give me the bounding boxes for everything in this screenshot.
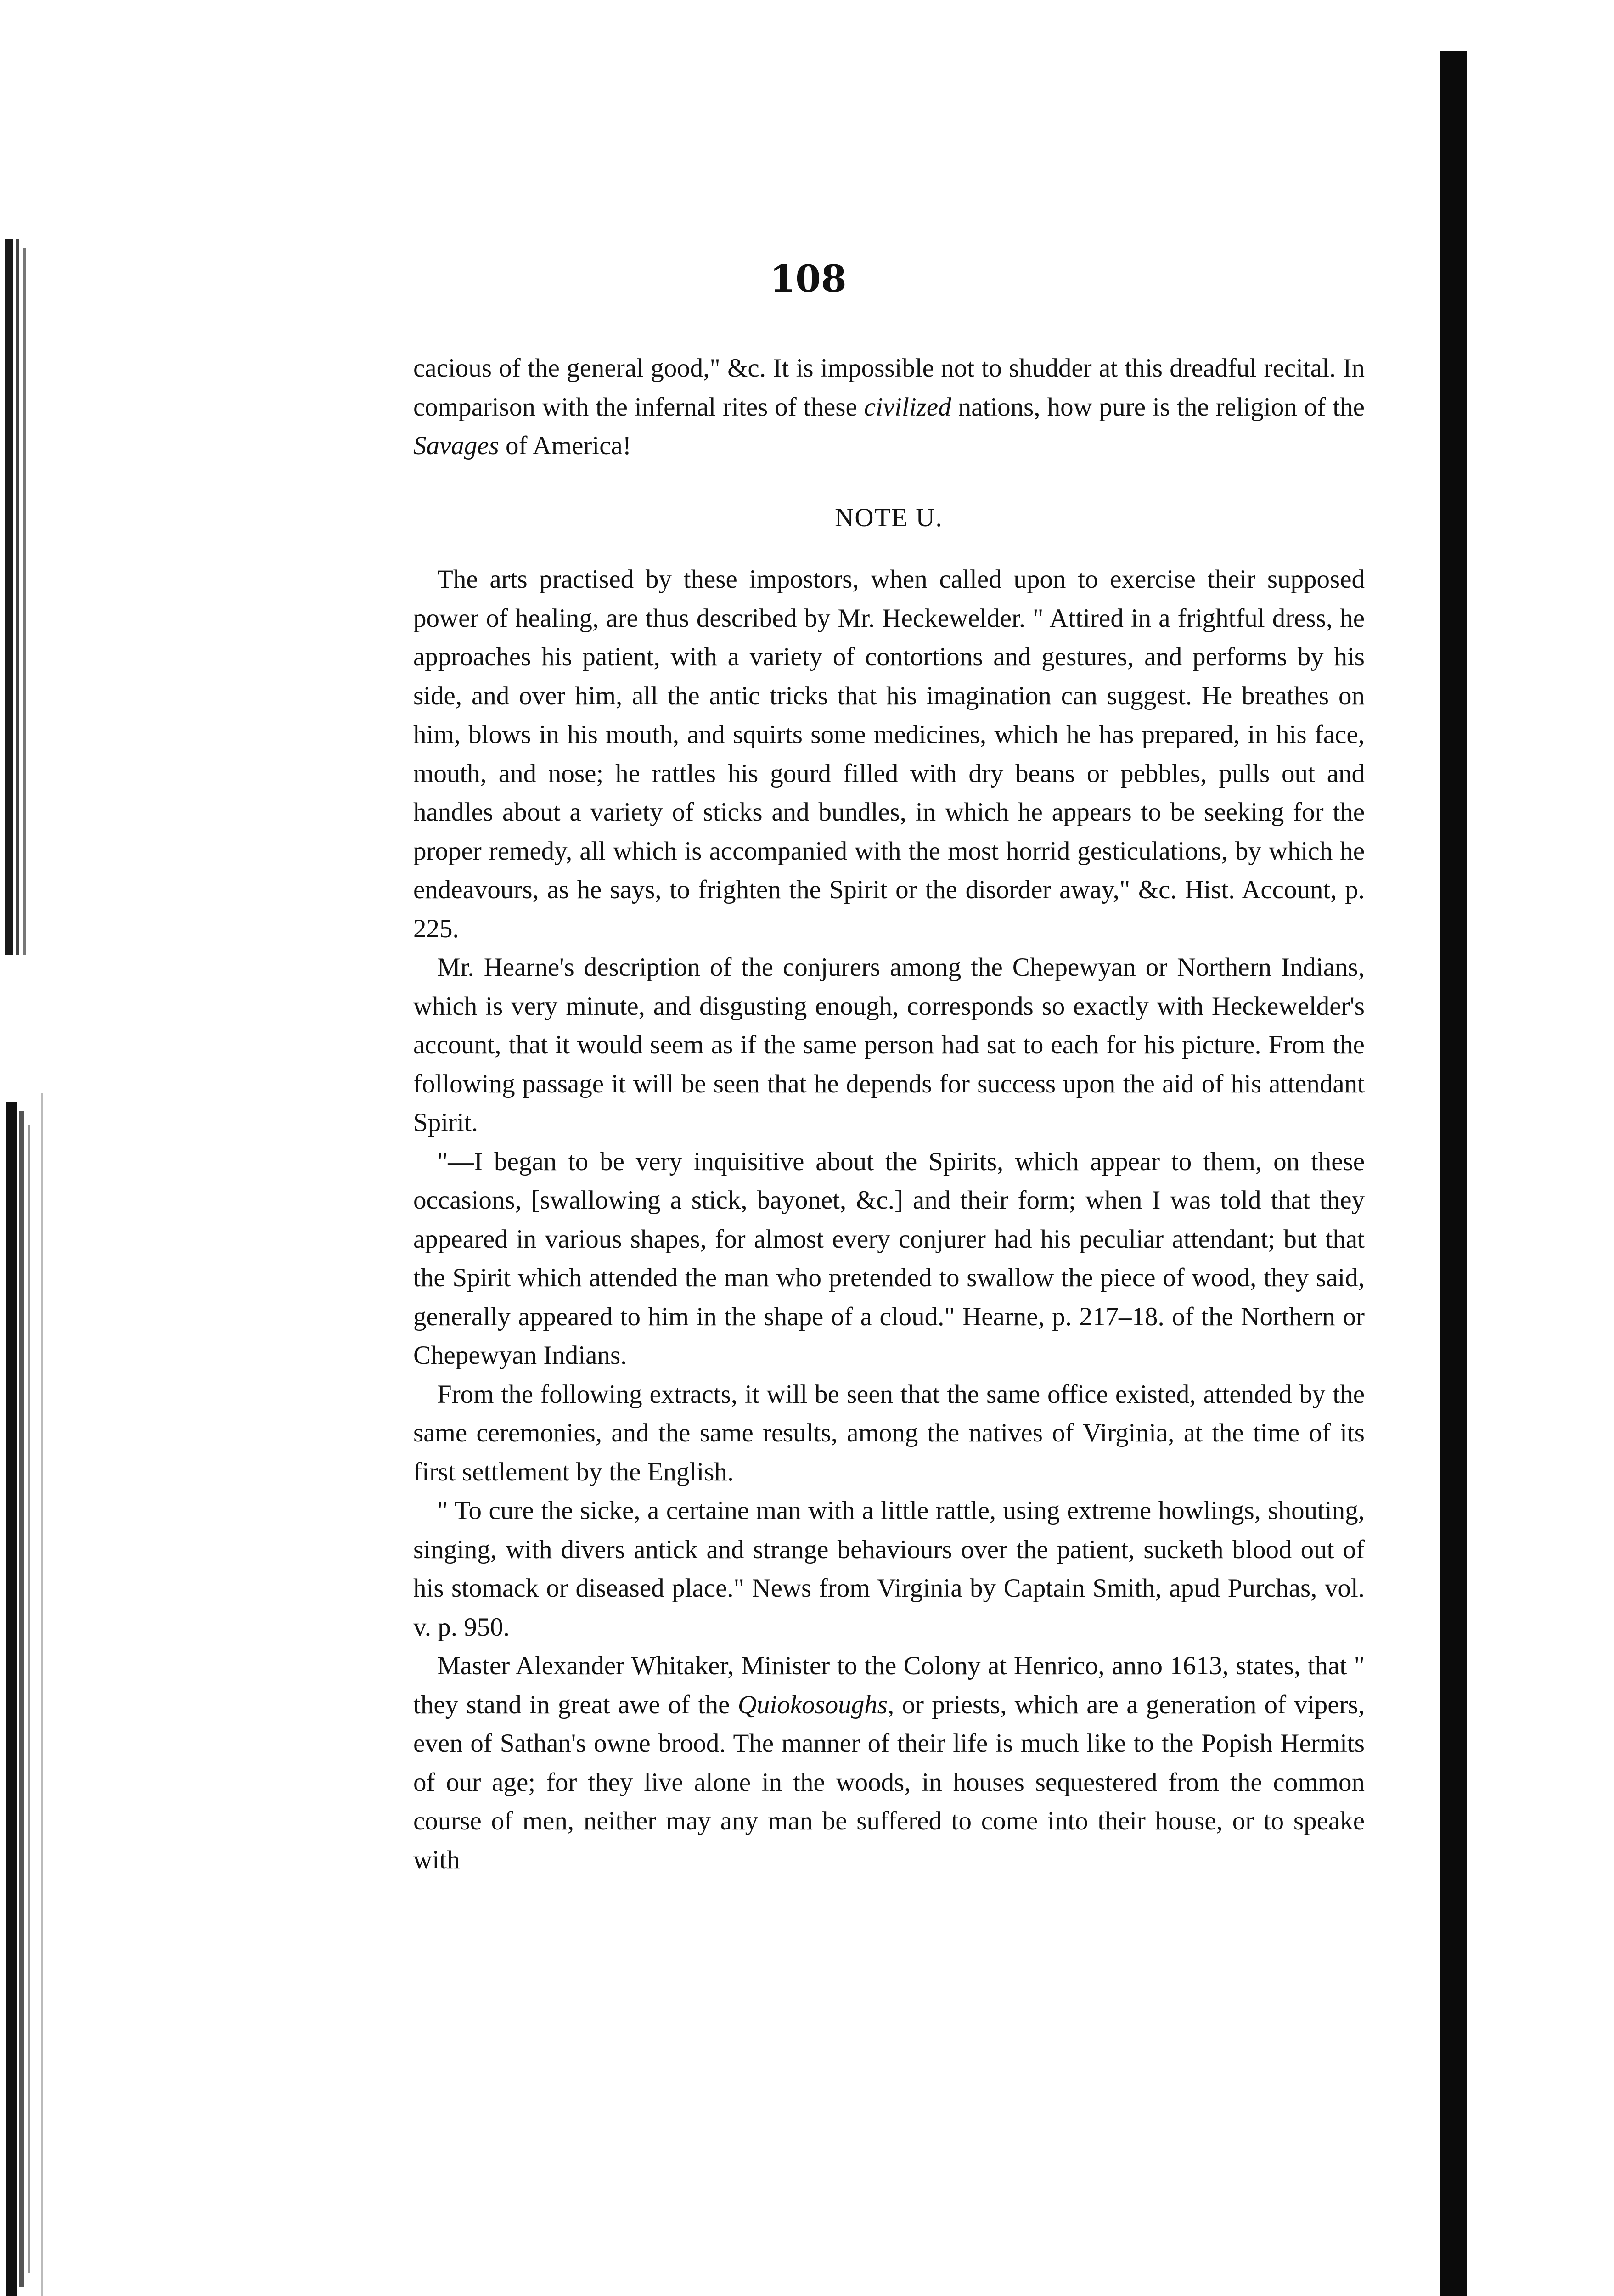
note-heading: NOTE U. <box>835 503 943 532</box>
scan-spine-shadow-left <box>0 0 64 2296</box>
line-1: cacious of the general good," &c. It is impossible not to shudder at this <box>413 354 1163 383</box>
line-3-end: of America! <box>499 431 631 460</box>
whitaker-text-a: Master Alexander Whitaker, Minister to the Colony at Henrico, anno 1613, states, that " they stand in great awe of the <box>413 1651 1365 1719</box>
paragraph-virginia: From the following extracts, it will be seen that the same office existed, attended by the same ceremonies, and the same results, among the natives of Virginia, at the time of its first settlement by the English. <box>413 1379 1365 1486</box>
paragraph-spirits-quote: "—I began to be very inquisitive about the Spirits, which appear to them, on these occasions, [swallowing a stick, bayonet, &c.] and their form; when I was told that they appeared in various shapes, for almost every conjurer had his peculiar attendant; but that the Spirit which attended the man who pretended to swallow the piece of wood, they said, generally appeared to him in the shape of a cloud." Hearne, p. 217–18. of the Northern or Chepewyan Indians. <box>413 1147 1365 1370</box>
italic-civilized: civilized <box>864 392 951 422</box>
whitaker-text-c: , or priests, which are a generation of vipers, even of Sathan's owne brood. The manner of their life is much like to the Popish Hermits of our age; for they live alone in the woods, in houses sequestered from the common course of men, neither may any man be suffered to come into their house, or to speake with <box>413 1690 1365 1874</box>
line-2: dreadful recital. In comparison with the infernal rites of these <box>413 354 1365 422</box>
page-number: 108 <box>770 257 847 300</box>
paragraph-whitaker <box>413 1647 1365 1880</box>
paragraph-heckewelder: The arts practised by these impostors, when called upon to exercise their supposed power of healing, are thus described by Mr. Heckewelder. " Attired in a frightful dress, he approaches his patient, with a variety of contortions and gestures, and performs by his side, and over him, all the antic tricks that his imagination can suggest. He breathes on him, blows in his mouth, and squirts some medicines, which he has prepared, in his face, mouth, and nose; he rattles his gourd filled with dry beans or pebbles, pulls out and handles about a variety of sticks and bundles, in which he appears to be seeking for the proper remedy, all which is accompanied with the most horrid gesticulations, by which he endeavours, as he says, to frighten the Spirit or the disorder away," &c. Hist. Account, p. 225. <box>413 565 1365 943</box>
italic-quiokosoughs: Quiokosoughs <box>737 1690 888 1719</box>
paragraph-continued <box>413 349 1365 466</box>
italic-savages: Savages <box>413 431 499 460</box>
page-body <box>413 349 1365 1880</box>
scan-spine-shadow-left-graphic <box>0 0 64 2296</box>
line-3: nations, how pure is the religion of the <box>958 392 1365 422</box>
paragraph-hearne: Mr. Hearne's description of the conjurers among the Chepewyan or Northern Indians, which is very minute, and disgusting enough, corresponds so exactly with Heckewelder's account, that it would seem as if the same person had sat to each for his picture. From the following passage it will be seen that he depends for success upon the aid of his attendant Spirit. <box>413 953 1365 1137</box>
scan-spine-shadow-right <box>1440 51 1467 2296</box>
paragraph-smith-quote: " To cure the sicke, a certaine man with a little rattle, using extreme howlings, shouting, singing, with divers antick and strange behaviours over the patient, sucketh blood out of his stomack or diseased place." News from Virginia by Captain Smith, apud Purchas, vol. v. p. 950. <box>413 1496 1365 1642</box>
